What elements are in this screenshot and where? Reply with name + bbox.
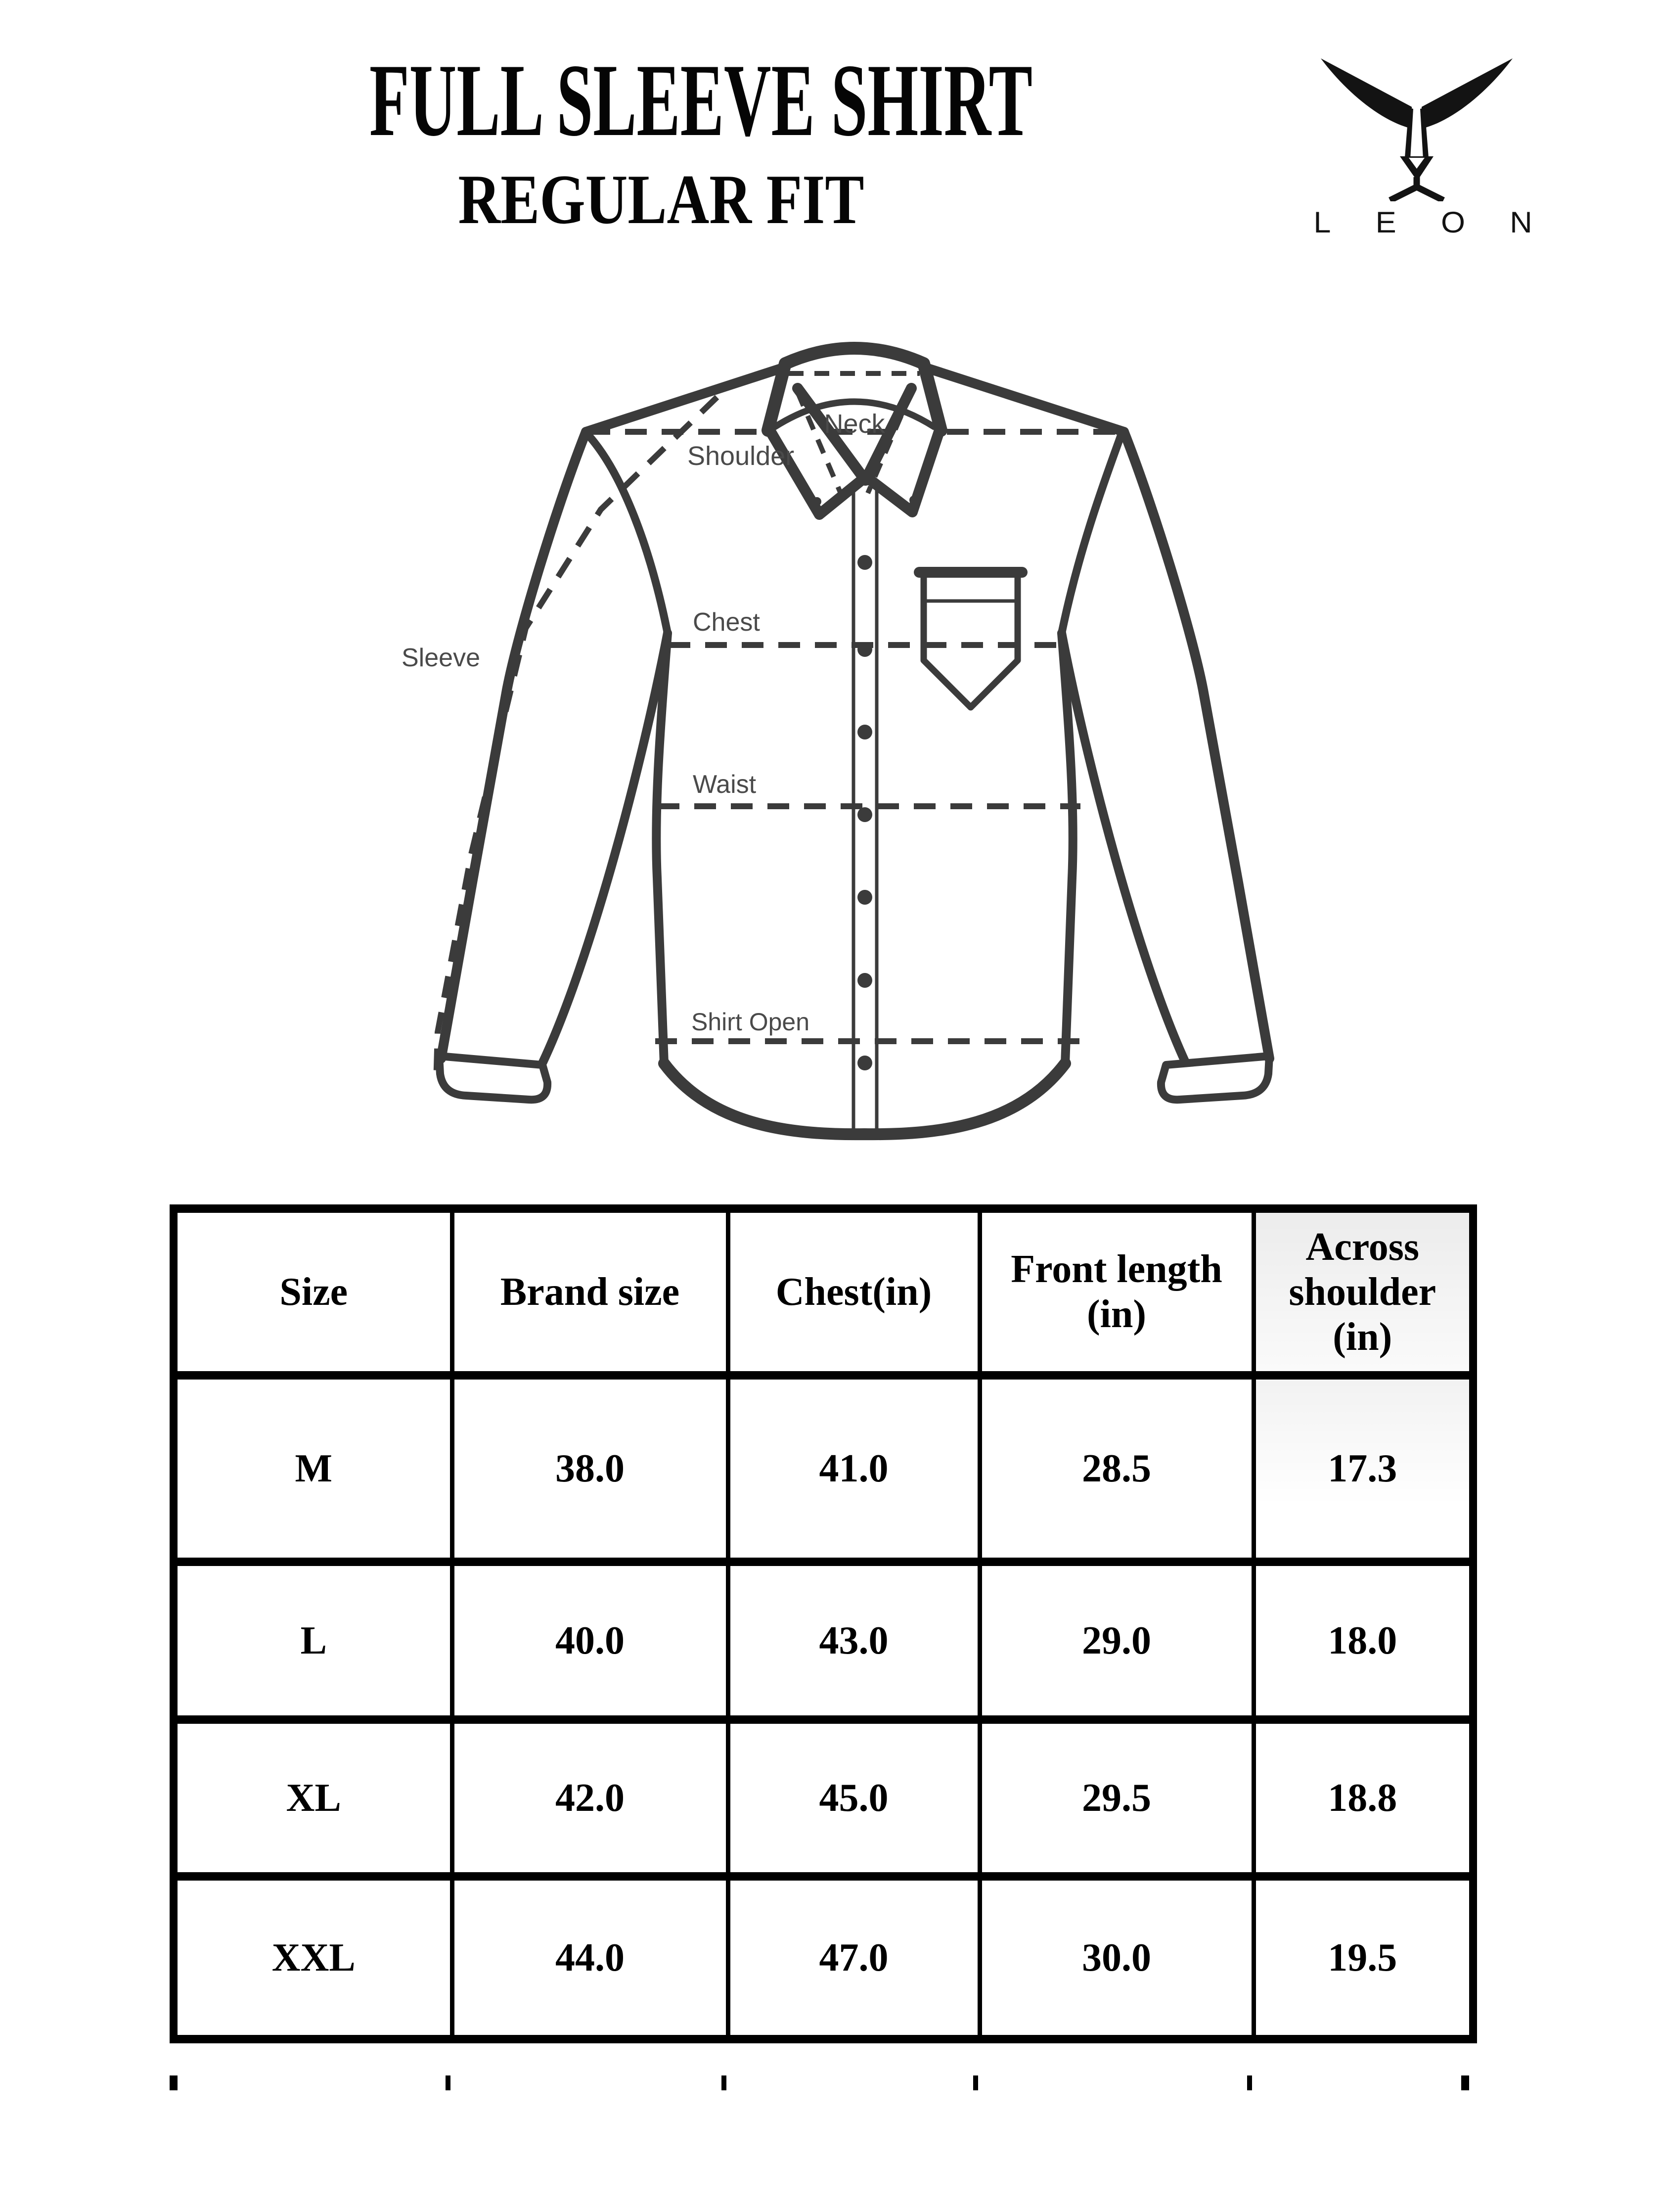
- column-header-across-shoulder: Across shoulder (in): [1254, 1209, 1473, 1376]
- cell-m-brand-size: 38.0: [452, 1376, 728, 1562]
- page-subtitle: REGULAR FIT: [458, 160, 864, 238]
- cell-l-brand-size: 40.0: [452, 1562, 728, 1720]
- column-header-chest: Chest(in): [728, 1209, 980, 1376]
- brand-name: LEON: [1313, 206, 1577, 239]
- shirt-pocket: [919, 572, 1022, 707]
- table-column-stub: [1247, 2075, 1252, 2090]
- lion-mark-shapes: [1321, 58, 1513, 181]
- table-row-xl: [174, 1720, 1473, 1877]
- cell-xl-across-shoulder: 18.8: [1254, 1720, 1473, 1877]
- table-header-row: [174, 1209, 1473, 1376]
- table-column-stub: [446, 2075, 450, 2090]
- lion-mark-icon: [1318, 55, 1516, 201]
- cell-xxl-across-shoulder: 19.5: [1254, 1877, 1473, 2039]
- column-header-size: Size: [174, 1209, 452, 1376]
- diagram-label-chest: Chest: [693, 608, 760, 637]
- cell-xl-size: XL: [174, 1720, 452, 1877]
- cell-l-front-length: 29.0: [980, 1562, 1254, 1720]
- table-column-stub: [973, 2075, 978, 2090]
- cell-xxl-front-length: 30.0: [980, 1877, 1254, 2039]
- cell-xxl-size: XXL: [174, 1877, 452, 2039]
- shirt-placket: [853, 470, 877, 1130]
- cell-m-chest: 41.0: [728, 1376, 980, 1562]
- table-row-m: [174, 1376, 1473, 1562]
- column-header-brand-size: Brand size: [452, 1209, 728, 1376]
- cell-xl-brand-size: 42.0: [452, 1720, 728, 1877]
- diagram-label-neck: Neck: [824, 409, 885, 439]
- table-column-stub: [1461, 2075, 1469, 2090]
- diagram-label-shoulder: Shoulder: [687, 441, 795, 471]
- cell-xxl-brand-size: 44.0: [452, 1877, 728, 2039]
- diagram-label-waist: Waist: [693, 770, 757, 799]
- column-header-front-length: Front length (in): [980, 1209, 1254, 1376]
- lion-whiskers: [1390, 177, 1443, 200]
- cell-l-size: L: [174, 1562, 452, 1720]
- measurement-lines: [436, 373, 1122, 1084]
- cell-xl-chest: 45.0: [728, 1720, 980, 1877]
- page-title: FULL SLEEVE SHIRT: [369, 43, 1032, 158]
- cell-l-chest: 43.0: [728, 1562, 980, 1720]
- cell-xxl-chest: 47.0: [728, 1877, 980, 2039]
- shirt-measurement-diagram: [393, 314, 1291, 1148]
- table-column-stub: [721, 2075, 726, 2090]
- cell-l-across-shoulder: 18.0: [1254, 1562, 1473, 1720]
- diagram-label-shirt-open: Shirt Open: [691, 1008, 810, 1036]
- size-chart-table: [170, 1204, 1477, 2043]
- table-row-l: [174, 1562, 1473, 1720]
- table-column-stub: [170, 2075, 178, 2090]
- table-row-xxl: [174, 1877, 1473, 2039]
- cell-xl-front-length: 29.5: [980, 1720, 1254, 1877]
- cell-m-across-shoulder: 17.3: [1254, 1376, 1473, 1562]
- diagram-label-sleeve: Sleeve: [402, 644, 480, 672]
- cell-m-size: M: [174, 1376, 452, 1562]
- cell-m-front-length: 28.5: [980, 1376, 1254, 1562]
